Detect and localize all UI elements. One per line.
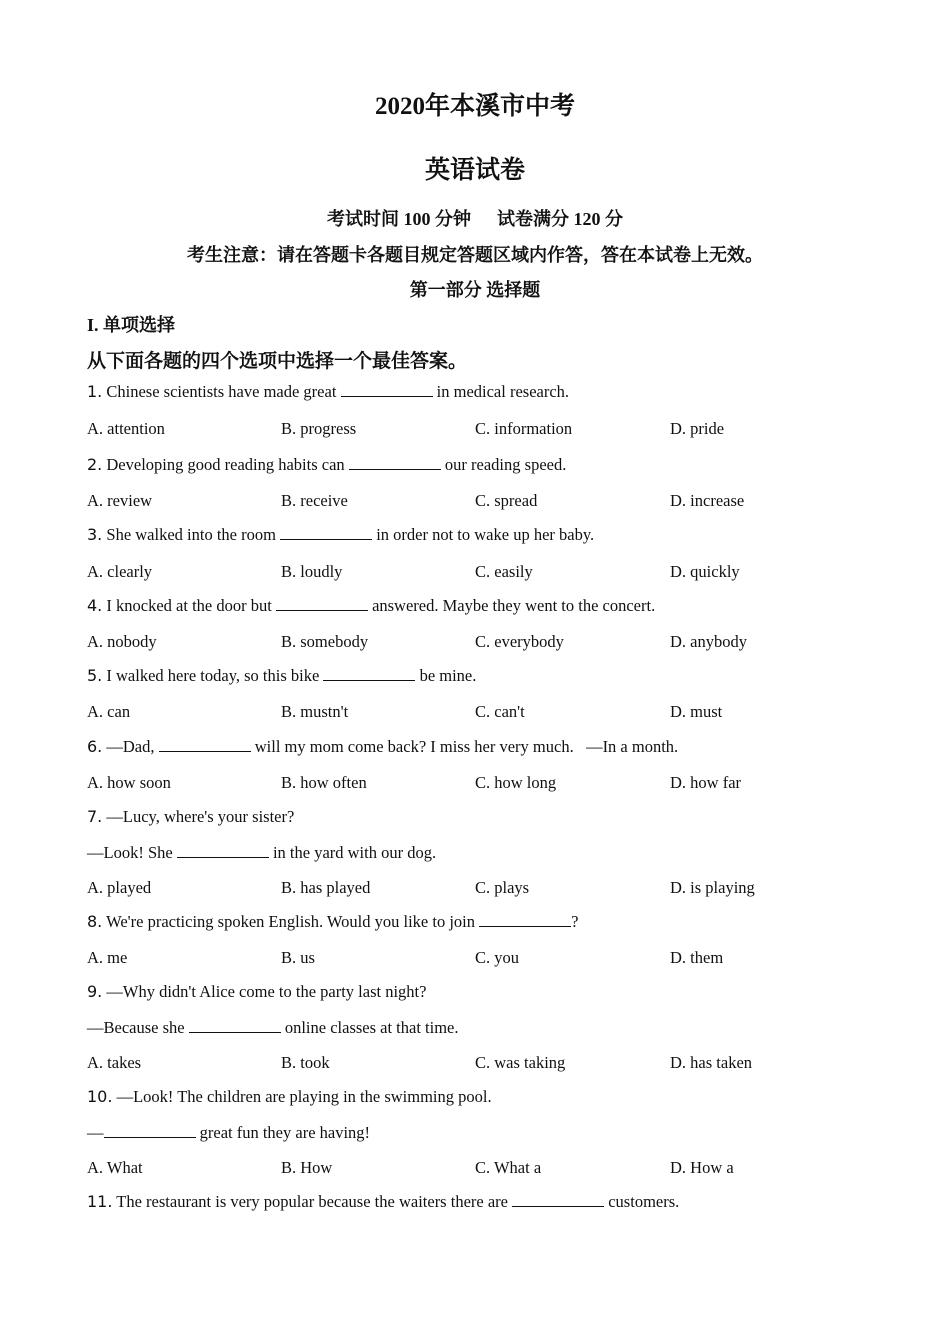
question-text: great fun they are having! (199, 1123, 371, 1142)
question-number: 10. (87, 1087, 113, 1106)
question-9-reply (87, 1018, 459, 1038)
question-9 (87, 982, 426, 1002)
exam-title: 2020年本溪市中考 (374, 93, 575, 120)
options-row (0, 702, 950, 724)
option-a: A. takes (87, 1053, 142, 1072)
question-number: 5. (87, 666, 103, 685)
option-a: A. What (87, 1158, 143, 1177)
question-text: —Lucy, where's your sister? (106, 807, 295, 826)
question-text: in the yard with our dog. (272, 843, 437, 862)
option-d: D. quickly (670, 562, 740, 581)
question-number: 1. (87, 382, 103, 401)
option-d: D. anybody (670, 632, 747, 651)
question-number: 11. (87, 1192, 113, 1211)
full-score: 试卷满分 120 分 (497, 209, 623, 229)
answer-blank (341, 382, 433, 397)
question-text: be mine. (419, 666, 477, 685)
option-b: B. loudly (281, 562, 343, 581)
option-c: C. was taking (475, 1053, 566, 1072)
options-row (0, 562, 950, 584)
option-b: B. took (281, 1053, 330, 1072)
option-c: C. spread (475, 491, 538, 510)
option-c: C. you (475, 948, 520, 967)
option-c: C. information (475, 419, 573, 438)
question-text: —Look! She (87, 843, 173, 862)
option-d: D. has taken (670, 1053, 753, 1072)
question-text: Chinese scientists have made great (106, 382, 337, 401)
question-text: our reading speed. (444, 455, 567, 474)
option-c: C. easily (475, 562, 533, 581)
options-row (0, 1053, 950, 1075)
option-a: A. how soon (87, 773, 171, 792)
question-6 (87, 737, 678, 757)
options-row (0, 878, 950, 900)
question-8 (87, 912, 578, 932)
option-b: B. how often (281, 773, 367, 792)
exam-notice: 考生注意：请在答题卡各题目规定答题区域内作答，答在本试卷上无效。 (187, 245, 763, 265)
question-text: —Look! The children are playing in the swimming pool. (116, 1087, 492, 1106)
question-text: in order not to wake up her baby. (376, 525, 595, 544)
answer-blank (189, 1018, 281, 1033)
question-text: answered. Maybe they went to the concert. (372, 596, 656, 615)
question-number: 8. (87, 912, 103, 931)
options-row (0, 419, 950, 441)
option-c: C. can't (475, 702, 525, 721)
option-b: B. has played (281, 878, 371, 897)
answer-blank (104, 1123, 196, 1138)
answer-blank (276, 596, 368, 611)
option-a: A. attention (87, 419, 165, 438)
exam-meta (0, 205, 950, 231)
answer-blank (159, 737, 251, 752)
section-heading: I. 单项选择 (87, 315, 176, 335)
option-b: B. us (281, 948, 315, 967)
option-d: D. them (670, 948, 724, 967)
option-d: D. must (670, 702, 723, 721)
option-c: C. how long (475, 773, 557, 792)
question-10 (87, 1087, 492, 1107)
question-text: —Why didn't Alice come to the party last night? (106, 982, 427, 1001)
option-b: B. mustn't (281, 702, 349, 721)
option-a: A. can (87, 702, 131, 721)
option-c: C. What a (475, 1158, 542, 1177)
options-row (0, 632, 950, 654)
answer-blank (479, 912, 571, 927)
option-b: B. receive (281, 491, 348, 510)
option-d: D. How a (670, 1158, 734, 1177)
options-row (0, 948, 950, 970)
question-3 (87, 525, 594, 545)
option-a: A. review (87, 491, 153, 510)
question-text: — (87, 1123, 104, 1142)
option-a: A. played (87, 878, 152, 897)
option-c: C. plays (475, 878, 530, 897)
question-text: The restaurant is very popular because the waiters there are (116, 1192, 508, 1211)
exam-time: 考试时间 100 分钟 (327, 209, 471, 229)
exam-subtitle: 英语试卷 (424, 157, 525, 184)
question-text: We're practicing spoken English. Would you like to join (106, 912, 475, 931)
options-row (0, 491, 950, 513)
option-a: A. me (87, 948, 128, 967)
option-b: B. somebody (281, 632, 369, 651)
option-c: C. everybody (475, 632, 564, 651)
section-instruction: 从下面各题的四个选项中选择一个最佳答案。 (87, 351, 468, 372)
option-b: B. How (281, 1158, 333, 1177)
question-text: online classes at that time. (284, 1018, 459, 1037)
question-text: She walked into the room (106, 525, 276, 544)
part-heading: 第一部分 选择题 (409, 280, 541, 300)
question-4 (87, 596, 655, 616)
question-1 (87, 382, 569, 402)
question-text: —Because she (87, 1018, 185, 1037)
question-number: 3. (87, 525, 103, 544)
options-row (0, 773, 950, 795)
options-row (0, 1158, 950, 1180)
question-number: 9. (87, 982, 103, 1001)
question-7-reply (87, 843, 436, 863)
question-text: ? (571, 912, 579, 931)
question-number: 2. (87, 455, 103, 474)
question-text: Developing good reading habits can (106, 455, 345, 474)
answer-blank (323, 666, 415, 681)
option-d: D. increase (670, 491, 745, 510)
question-text: I walked here today, so this bike (106, 666, 320, 685)
option-d: D. how far (670, 773, 742, 792)
question-text: in medical research. (436, 382, 570, 401)
question-number: 6. (87, 737, 103, 756)
option-d: D. pride (670, 419, 725, 438)
question-7 (87, 807, 294, 827)
option-a: A. nobody (87, 632, 157, 651)
question-text: will my mom come back? I miss her very much. —In a month. (254, 737, 679, 756)
question-5 (87, 666, 476, 686)
question-number: 4. (87, 596, 103, 615)
option-d: D. is playing (670, 878, 755, 897)
question-2 (87, 455, 566, 475)
question-11 (87, 1192, 679, 1212)
option-a: A. clearly (87, 562, 153, 581)
question-text: customers. (608, 1192, 680, 1211)
answer-blank (280, 525, 372, 540)
question-number: 7. (87, 807, 103, 826)
answer-blank (349, 455, 441, 470)
question-10-reply (87, 1123, 370, 1143)
question-text: I knocked at the door but (106, 596, 272, 615)
question-text: —Dad, (106, 737, 155, 756)
option-b: B. progress (281, 419, 357, 438)
answer-blank (177, 843, 269, 858)
answer-blank (512, 1192, 604, 1207)
